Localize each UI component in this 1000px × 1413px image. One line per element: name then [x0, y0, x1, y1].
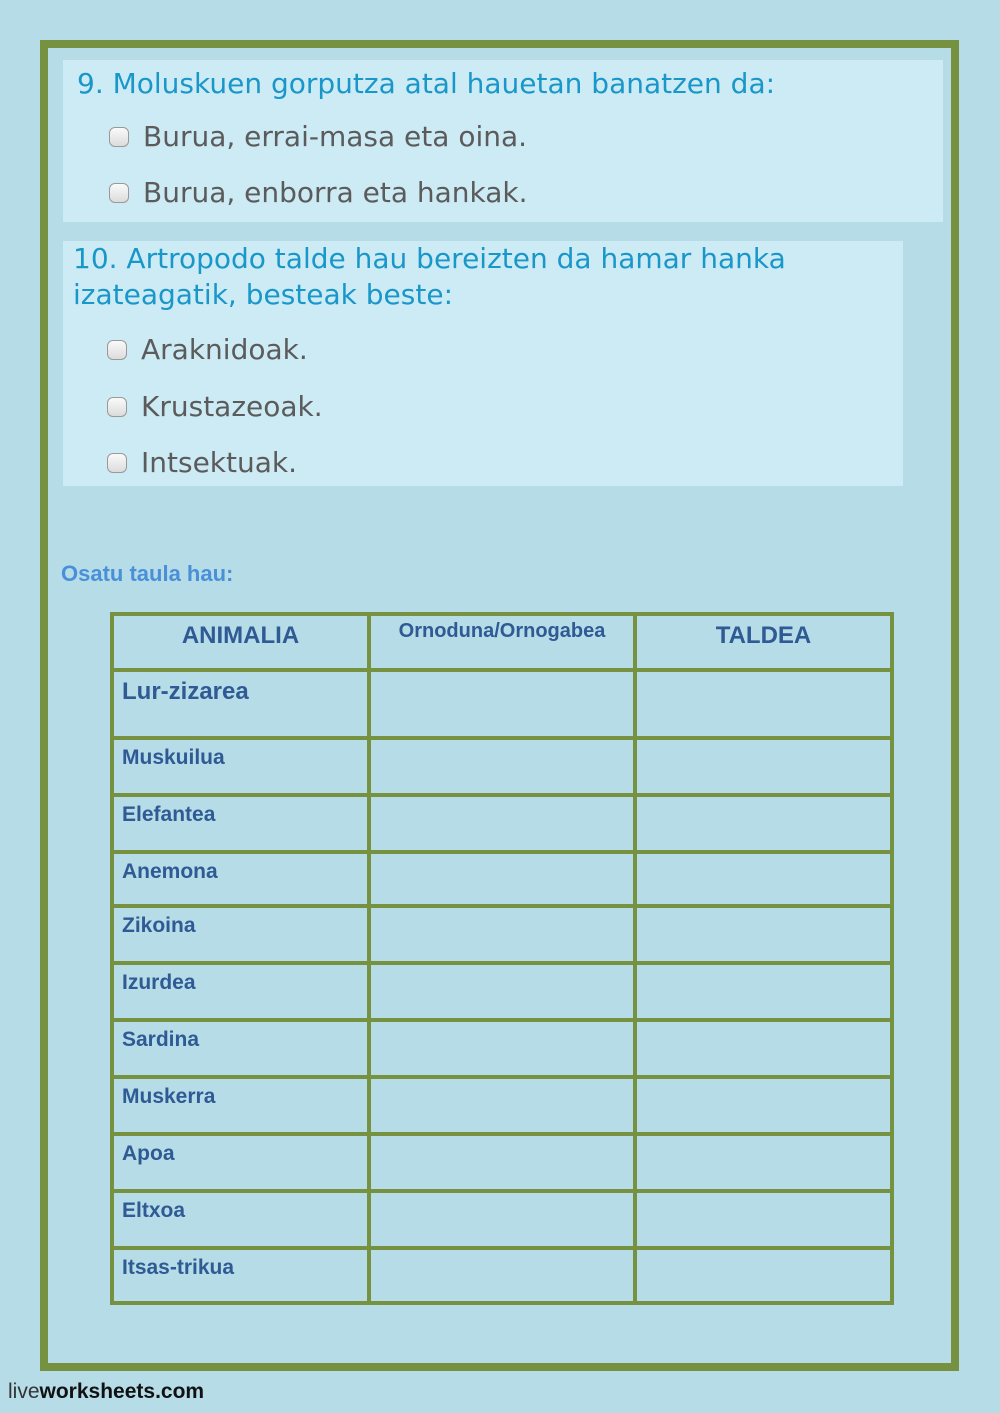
animal-name: Muskerra: [122, 1085, 216, 1108]
vertebrate-answer-cell[interactable]: [369, 852, 635, 906]
animal-cell: [112, 1191, 369, 1248]
group-answer-cell[interactable]: [635, 795, 892, 852]
question-10-option-1[interactable]: [107, 333, 308, 366]
table-header-row: [112, 614, 892, 670]
table-row: [112, 738, 892, 795]
group-answer-cell[interactable]: [635, 1077, 892, 1134]
radio-button[interactable]: [109, 183, 129, 203]
animal-cell: [112, 906, 369, 963]
logo-suffix: .com: [155, 1380, 205, 1403]
option-label: Burua, errai-masa eta oina.: [143, 120, 528, 153]
animal-cell: [112, 795, 369, 852]
worksheet-frame: [40, 40, 959, 1371]
option-label: Intsektuak.: [141, 446, 298, 479]
vertebrate-answer-cell[interactable]: [369, 1134, 635, 1191]
group-answer-cell[interactable]: [635, 963, 892, 1020]
liveworksheets-logo[interactable]: [8, 1380, 204, 1404]
logo-prefix: live: [8, 1380, 40, 1403]
question-9-box: [63, 60, 943, 222]
question-10-title: 10. Artropodo talde hau bereizten da hamar hanka izateagatik, besteak beste:: [73, 242, 786, 311]
option-label: Burua, enborra eta hankak.: [143, 176, 528, 209]
animal-cell: [112, 1077, 369, 1134]
vertebrate-answer-cell[interactable]: [369, 1020, 635, 1077]
animal-cell: [112, 670, 369, 738]
group-answer-cell[interactable]: [635, 1248, 892, 1303]
option-label: Araknidoak.: [141, 333, 308, 366]
animal-name: Apoa: [122, 1142, 175, 1165]
table-row: [112, 852, 892, 906]
table-instruction: Osatu taula hau:: [61, 561, 234, 586]
radio-button[interactable]: [107, 453, 127, 473]
table-row: [112, 1134, 892, 1191]
animal-name: Anemona: [122, 860, 218, 883]
vertebrate-answer-cell[interactable]: [369, 963, 635, 1020]
question-9-option-1[interactable]: [109, 120, 527, 153]
table-row: [112, 670, 892, 738]
logo-brand: worksheets: [39, 1380, 156, 1403]
header-animal: ANIMALIA: [112, 614, 369, 670]
vertebrate-answer-cell[interactable]: [369, 795, 635, 852]
animal-name: Itsas-trikua: [122, 1256, 235, 1279]
group-answer-cell[interactable]: [635, 1191, 892, 1248]
option-label: Krustazeoak.: [141, 390, 323, 423]
vertebrate-answer-cell[interactable]: [369, 670, 635, 738]
animal-cell: [112, 1248, 369, 1303]
group-answer-cell[interactable]: [635, 1134, 892, 1191]
animal-cell: [112, 738, 369, 795]
question-10-box: [63, 241, 903, 486]
radio-button[interactable]: [109, 127, 129, 147]
radio-button[interactable]: [107, 397, 127, 417]
table-row: [112, 963, 892, 1020]
animal-cell: [112, 963, 369, 1020]
animal-name: Eltxoa: [122, 1199, 186, 1222]
group-answer-cell[interactable]: [635, 906, 892, 963]
question-10-option-2[interactable]: [107, 390, 323, 423]
header-vertebrate: Ornoduna/Ornogabea: [369, 614, 635, 670]
table-row: [112, 906, 892, 963]
table-row: [112, 1077, 892, 1134]
vertebrate-answer-cell[interactable]: [369, 1248, 635, 1303]
table-row: [112, 1020, 892, 1077]
group-answer-cell[interactable]: [635, 738, 892, 795]
animal-cell: [112, 852, 369, 906]
animal-name: Izurdea: [122, 971, 196, 994]
animal-name: Elefantea: [122, 803, 216, 826]
group-answer-cell[interactable]: [635, 670, 892, 738]
group-answer-cell[interactable]: [635, 1020, 892, 1077]
table-row: [112, 795, 892, 852]
vertebrate-answer-cell[interactable]: [369, 738, 635, 795]
animal-name: Lur-zizarea: [122, 678, 249, 705]
group-answer-cell[interactable]: [635, 852, 892, 906]
table-row: [112, 1191, 892, 1248]
animal-classification-table: [110, 612, 894, 1305]
animal-name: Sardina: [122, 1028, 200, 1051]
animal-cell: [112, 1134, 369, 1191]
animal-cell: [112, 1020, 369, 1077]
radio-button[interactable]: [107, 340, 127, 360]
animal-name: Zikoina: [122, 914, 196, 937]
question-9-title: 9. Moluskuen gorputza atal hauetan banatzen da:: [77, 67, 776, 100]
header-group: TALDEA: [635, 614, 892, 670]
vertebrate-answer-cell[interactable]: [369, 1077, 635, 1134]
question-9-option-2[interactable]: [109, 176, 528, 209]
table-row: [112, 1248, 892, 1303]
question-10-option-3[interactable]: [107, 446, 297, 479]
vertebrate-answer-cell[interactable]: [369, 1191, 635, 1248]
animal-name: Muskuilua: [122, 746, 225, 769]
vertebrate-answer-cell[interactable]: [369, 906, 635, 963]
